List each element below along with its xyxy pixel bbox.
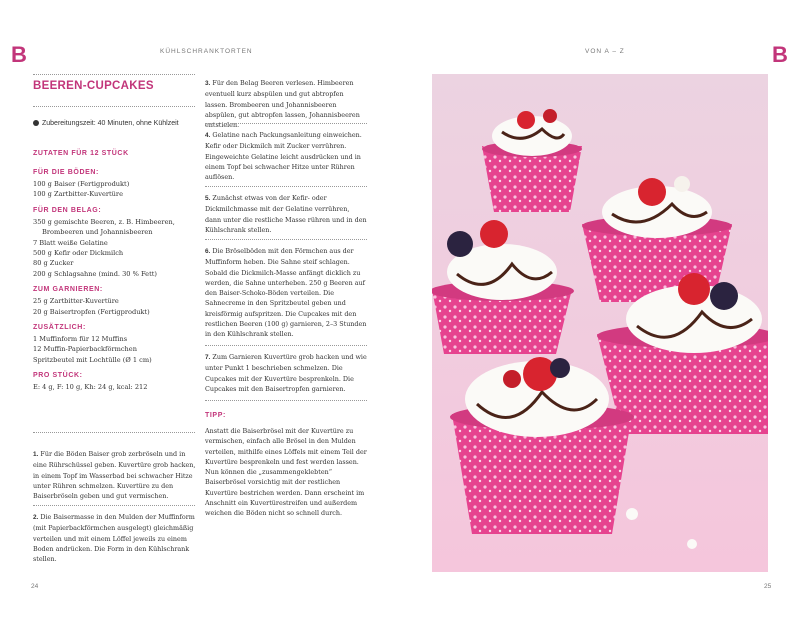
ingredient-group: [33, 296, 197, 317]
divider: [205, 186, 367, 187]
tip-heading: TIPP:: [205, 412, 226, 419]
section-letter-left: B: [11, 42, 27, 67]
step-number: 1.: [33, 451, 39, 458]
step-4: [205, 130, 367, 182]
step-6: [205, 246, 367, 340]
running-head-left: KÜHLSCHRANKTORTEN: [160, 48, 253, 55]
ingredient-item: Spritzbeutel mit Lochtülle (Ø 1 cm): [33, 355, 152, 364]
ingredient-list: [33, 169, 197, 393]
prep-time-text: Zubereitungszeit: 40 Minuten, ohne Kühlzeit: [42, 120, 179, 127]
ingredient-group: [33, 217, 197, 279]
divider: [33, 432, 195, 433]
step-text: Gelatine nach Packungsanleitung einweichen. Kefir oder Dickmilch mit Zucker verrühren. Eingeweichte Gelatine leicht ausdrücken und in einem Topf bei schwacher Hitze unter Rühren auflösen.: [205, 131, 362, 182]
step-text: Zunächst etwas von der Kefir- oder Dickmilchmasse mit der Gelatine verrühren, dann unter die restliche Masse rühren und in den Kühlschrank stellen.: [205, 194, 367, 234]
ingredient-item: 100 g Zartbitter-Kuvertüre: [33, 190, 123, 199]
step-text: Für die Böden Baiser grob zerbröseln und in eine Rührschüssel geben. Kuvertüre grob hacken, in einem Topf im Wasserbad bei schwacher Hitze unter Rühren schmelzen. Kuvertüre zu den Baiserbröseln geben und gut vermischen.: [33, 450, 196, 501]
ingredient-item: 20 g Baisertropfen (Fertigprodukt): [33, 307, 150, 316]
step-text: Die Baisermasse in den Mulden der Muffinform (mit Papierbackförmchen ausgelegt) gleichmäßig verteilen und mit einem Löffel jeweils zu einem Boden andrücken. Die Form in den Kühlschrank stellen.: [33, 513, 195, 564]
ingredient-item: 25 g Zartbitter-Kuvertüre: [33, 297, 119, 306]
ingredient-item: 500 g Kefir oder Dickmilch: [33, 249, 124, 258]
running-head-right: VON A – Z: [585, 48, 625, 55]
divider: [205, 123, 367, 124]
divider: [205, 239, 367, 240]
step-5: [205, 193, 367, 235]
ingredient-item: 7 Blatt weiße Gelatine: [33, 238, 108, 247]
group-heading: PRO STÜCK:: [33, 372, 83, 380]
cupcakes-photo: [432, 74, 768, 572]
step-1: [33, 449, 198, 501]
ingredient-item: 80 g Zucker: [33, 259, 74, 268]
step-number: 4.: [205, 132, 211, 139]
divider: [33, 74, 195, 75]
divider: [33, 106, 195, 107]
ingredient-group: [33, 179, 197, 200]
ingredient-item: E: 4 g, F: 10 g, Kh: 24 g, kcal: 212: [33, 383, 148, 392]
step-text: Zum Garnieren Kuvertüre grob hacken und wie unter Punkt 1 beschrieben schmelzen. Die Cupcakes mit der Kuvertüre besprenkeln. Die Cupcakes mit den Baisertropfen garnieren.: [205, 353, 367, 393]
group-heading: ZUM GARNIEREN:: [33, 286, 103, 294]
group-heading: FÜR DEN BELAG:: [33, 206, 102, 214]
section-letter-right: B: [772, 42, 788, 67]
ingredient-item: 350 g gemischte Beeren, z. B. Himbeeren, Brombeeren und Johannisbeeren: [33, 217, 175, 237]
step-text: Die Bröselböden mit den Förmchen aus der Muffinform heben. Die Sahne steif schlagen. Sobald die Dickmilch-Masse anfängt dicklich zu werden, die Sahne unterheben. 250 g Beeren auf den Baiser-Schoko-Böden verteilen. Die Sahnecreme in den Spritzbeutel geben und kreisförmig aufspritzen. Die Cupcakes mit den restlichen Beeren (100 g) garnieren, 2–3 Stunden in den Kühlschrank stellen.: [205, 247, 367, 339]
tip-text: Anstatt die Baiserbrösel mit der Kuvertüre zu vermischen, einfach alle Brösel in den Mulden verteilen, mithilfe eines Löffels mit einem Teil der Kuvertüre besprenkeln und fest werden lassen. Nun können die „zusammengeklebten“ Baiserbrösel vorsichtig mit der restlichen Kuvertüre bestrichen werden. Dann erscheint im Anschnitt ein Kuvertürestreifen und außerdem weichen die Böden nicht so schnell durch.: [205, 427, 367, 518]
divider: [205, 345, 367, 346]
ingredient-item: 100 g Baiser (Fertigprodukt): [33, 180, 130, 188]
step-number: 3.: [205, 80, 211, 87]
servings-heading: ZUTATEN FÜR 12 STÜCK: [33, 150, 129, 157]
step-number: 2.: [33, 514, 39, 521]
group-heading: FÜR DIE BÖDEN:: [33, 169, 99, 176]
ingredient-item: 200 g Schlagsahne (mind. 30 % Fett): [33, 269, 157, 278]
step-number: 6.: [205, 248, 211, 255]
ingredient-group: [33, 382, 197, 392]
ingredient-item: 12 Muffin-Papierbackförmchen: [33, 345, 137, 354]
prep-time: [33, 120, 203, 127]
step-number: 7.: [205, 354, 211, 361]
divider: [205, 400, 367, 401]
ingredient-group: [33, 334, 197, 365]
cupcakes-illustration: [432, 74, 768, 572]
step-number: 5.: [205, 195, 211, 202]
step-7: [205, 352, 367, 394]
step-text: Für den Belag Beeren verlesen. Himbeeren eventuell kurz abspülen und gut abtropfen lassen. Brombeeren und Johannisbeeren abspülen, gut abtropfen lassen, Johannisbeeren entstielen.: [205, 79, 360, 130]
page-number-left: 24: [31, 583, 39, 590]
group-heading: ZUSÄTZLICH:: [33, 324, 86, 332]
ingredient-item: 1 Muffinform für 12 Muffins: [33, 335, 128, 344]
clock-icon: [33, 120, 39, 126]
step-2: [33, 512, 198, 564]
recipe-title: BEEREN-CUPCAKES: [33, 80, 154, 92]
page-number-right: 25: [764, 583, 772, 590]
divider: [33, 505, 195, 506]
